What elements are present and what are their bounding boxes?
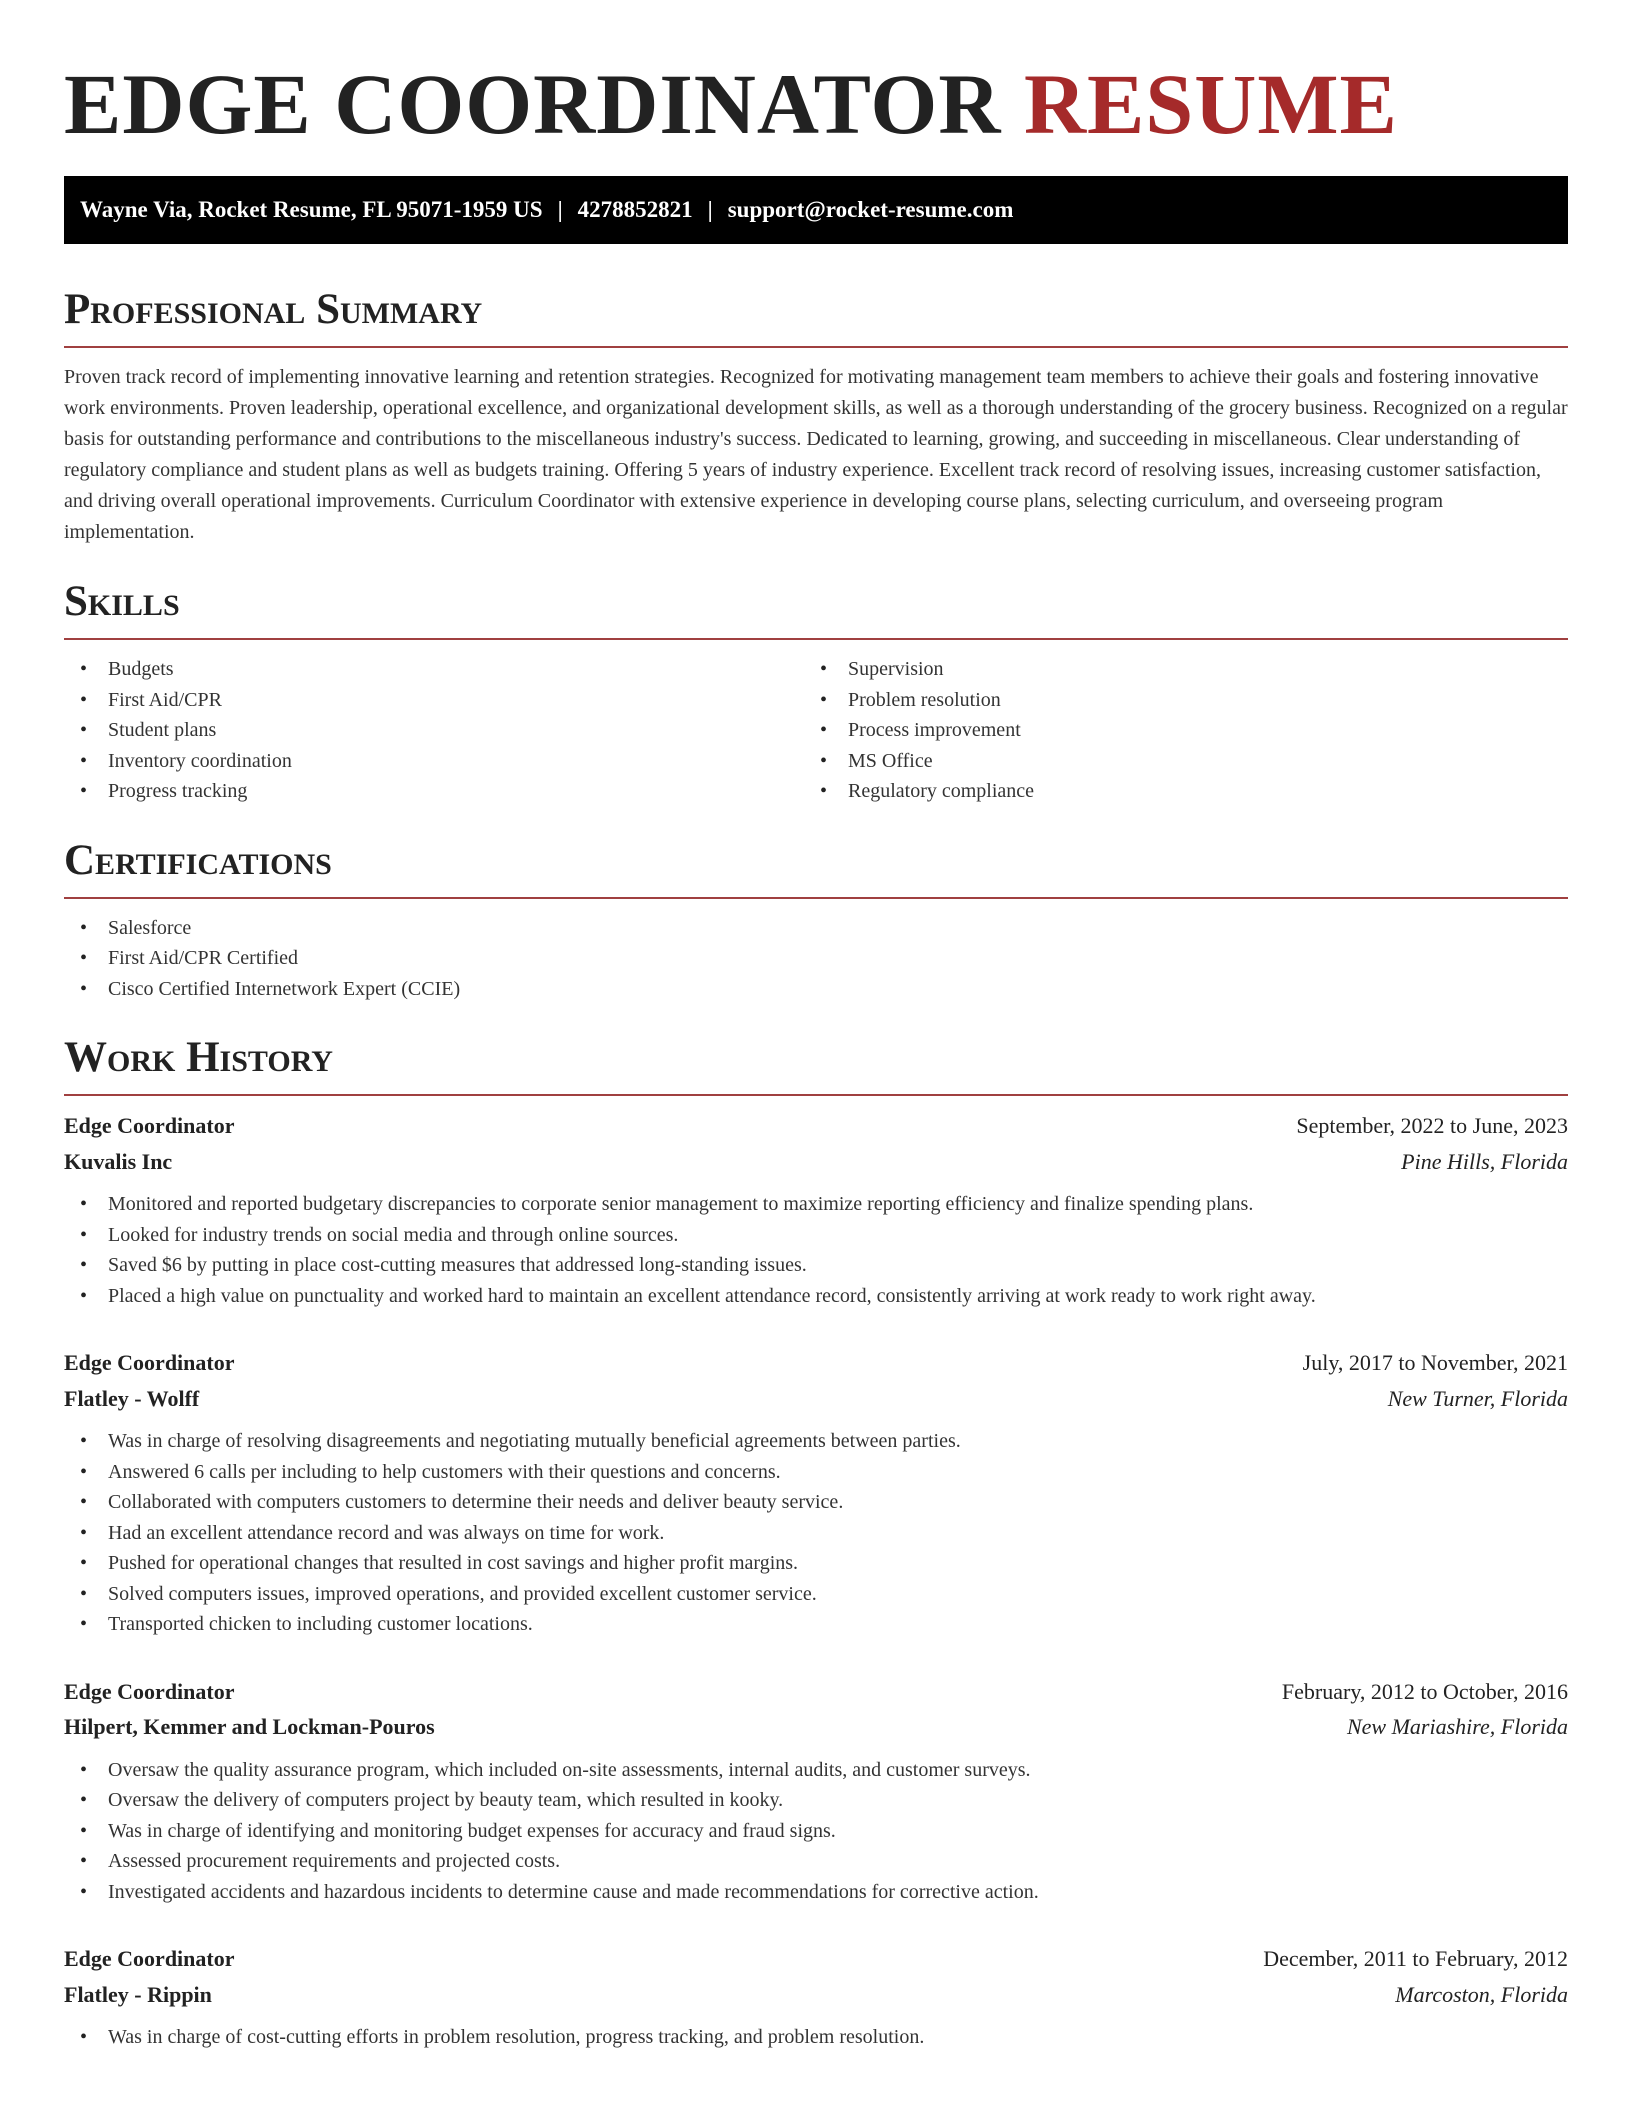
skill-item: • Supervision	[804, 654, 1544, 685]
job-bullet: • Solved computers issues, improved operations, and provided excellent customer service.	[64, 1579, 1568, 1610]
job-title: Edge Coordinator	[64, 1113, 235, 1138]
job-company-row	[64, 1381, 1568, 1417]
contact-separator: |	[707, 197, 713, 222]
job-title: Edge Coordinator	[64, 1350, 235, 1375]
job-bullet: • Pushed for operational changes that resulted in cost savings and higher profit margins.	[64, 1548, 1568, 1579]
certification-item: • Cisco Certified Internetwork Expert (CCIE)	[64, 974, 1568, 1005]
job-company: Flatley - Wolff	[64, 1385, 200, 1411]
job-entry	[64, 1941, 1568, 2053]
skills-section	[64, 578, 1568, 807]
job-bullets	[64, 2022, 1568, 2053]
job-bullet: • Was in charge of identifying and monitoring budget expenses for accuracy and fraud signs.	[64, 1816, 1568, 1847]
job-bullet: • Answered 6 calls per including to help customers with their questions and concerns.	[64, 1457, 1568, 1488]
certification-item: • Salesforce	[64, 913, 1568, 944]
job-bullet: • Collaborated with computers customers to determine their needs and deliver beauty service.	[64, 1487, 1568, 1518]
title-accent: RESUME	[1023, 56, 1398, 152]
job-location: New Mariashire, Florida	[1346, 1714, 1568, 1739]
job-bullet: • Assessed procurement requirements and projected costs.	[64, 1846, 1568, 1877]
skill-item: • Progress tracking	[64, 776, 804, 807]
job-header-row	[64, 1674, 1568, 1710]
job-company-row	[64, 1977, 1568, 2013]
skills-list-right	[804, 654, 1544, 807]
job-entry	[64, 1345, 1568, 1640]
job-bullet: • Oversaw the delivery of computers project by beauty team, which resulted in kooky.	[64, 1785, 1568, 1816]
job-entry	[64, 1108, 1568, 1311]
job-dates: September, 2022 to June, 2023	[1296, 1113, 1568, 1138]
skills-list-left	[64, 654, 804, 807]
contact-separator: |	[557, 197, 563, 222]
certifications-list	[64, 913, 1568, 1005]
contact-address: Wayne Via, Rocket Resume, FL 95071-1959 US	[80, 197, 543, 222]
work-history-section	[64, 1034, 1568, 2053]
skill-item: • MS Office	[804, 746, 1544, 777]
job-bullets	[64, 1426, 1568, 1640]
job-header-row	[64, 1345, 1568, 1381]
job-entry	[64, 1674, 1568, 1908]
skills-heading: Skills	[64, 578, 1568, 640]
skill-item: • First Aid/CPR	[64, 685, 804, 716]
skill-item: • Budgets	[64, 654, 804, 685]
job-dates: July, 2017 to November, 2021	[1302, 1350, 1568, 1375]
skill-item: • Process improvement	[804, 715, 1544, 746]
summary-text: Proven track record of implementing innovative learning and retention strategies. Recognized for motivating management team members to achieve their goals and fostering innovative work environments. Proven leadership, operational excellence, and organizational development skills, as well as a thorough understanding of the grocery business. Recognized on a regular basis for outstanding performance and contributions to the miscellaneous industry's success. Dedicated to learning, growing, and succeeding in miscellaneous. Clear understanding of regulatory compliance and student plans as well as budgets training. Offering 5 years of industry experience. Excellent track record of resolving issues, increasing customer satisfaction, and driving overall operational improvements. Curriculum Coordinator with extensive experience in developing course plans, selecting curriculum, and overseeing program implementation.	[64, 366, 1568, 543]
job-bullet: • Oversaw the quality assurance program, which included on-site assessments, internal audits, and customer surveys.	[64, 1755, 1568, 1786]
job-bullets	[64, 1189, 1568, 1311]
job-bullet: • Was in charge of resolving disagreements and negotiating mutually beneficial agreements between parties.	[64, 1426, 1568, 1457]
job-bullet: • Placed a high value on punctuality and worked hard to maintain an excellent attendance record, consistently arriving at work ready to work right away.	[64, 1281, 1568, 1312]
skill-item: • Inventory coordination	[64, 746, 804, 777]
contact-phone: 4278852821	[577, 197, 693, 222]
job-bullet: • Transported chicken to including customer locations.	[64, 1609, 1568, 1640]
job-company-row	[64, 1709, 1568, 1745]
resume-page	[64, 0, 1568, 2053]
job-dates: December, 2011 to February, 2012	[1263, 1946, 1568, 1971]
summary-section	[64, 286, 1568, 548]
resume-title	[64, 54, 1568, 154]
job-location: Marcoston, Florida	[1395, 1981, 1568, 2007]
job-dates: February, 2012 to October, 2016	[1281, 1678, 1568, 1704]
job-bullet: • Saved $6 by putting in place cost-cutting measures that addressed long-standing issues.	[64, 1250, 1568, 1281]
job-bullets	[64, 1755, 1568, 1908]
work-history-heading: Work History	[64, 1034, 1568, 1096]
job-bullet: • Monitored and reported budgetary discrepancies to corporate senior management to maximize reporting efficiency and finalize spending plans.	[64, 1189, 1568, 1220]
skill-item: • Problem resolution	[804, 685, 1544, 716]
contact-bar	[64, 176, 1568, 244]
job-company: Hilpert, Kemmer and Lockman-Pouros	[64, 1714, 435, 1739]
certification-item: • First Aid/CPR Certified	[64, 943, 1568, 974]
title-main: EDGE COORDINATOR	[64, 56, 1002, 152]
job-title: Edge Coordinator	[64, 1678, 235, 1704]
job-location: New Turner, Florida	[1387, 1385, 1568, 1411]
job-company: Flatley - Rippin	[64, 1981, 212, 2007]
job-header-row	[64, 1108, 1568, 1144]
certifications-section	[64, 837, 1568, 1005]
skills-grid	[64, 654, 1568, 807]
contact-email: support@rocket-resume.com	[727, 197, 1014, 222]
job-header-row	[64, 1941, 1568, 1977]
job-bullet: • Had an excellent attendance record and was always on time for work.	[64, 1518, 1568, 1549]
job-bullet: • Looked for industry trends on social media and through online sources.	[64, 1220, 1568, 1251]
certifications-heading: Certifications	[64, 837, 1568, 899]
job-company-row	[64, 1144, 1568, 1180]
job-bullet: • Investigated accidents and hazardous incidents to determine cause and made recommendations for corrective action.	[64, 1877, 1568, 1908]
skill-item: • Student plans	[64, 715, 804, 746]
summary-heading: Professional Summary	[64, 286, 1568, 348]
job-title: Edge Coordinator	[64, 1946, 235, 1971]
job-company: Kuvalis Inc	[64, 1148, 173, 1174]
skill-item: • Regulatory compliance	[804, 776, 1544, 807]
job-bullet: • Was in charge of cost-cutting efforts in problem resolution, progress tracking, and problem resolution.	[64, 2022, 1568, 2053]
job-location: Pine Hills, Florida	[1401, 1148, 1568, 1174]
